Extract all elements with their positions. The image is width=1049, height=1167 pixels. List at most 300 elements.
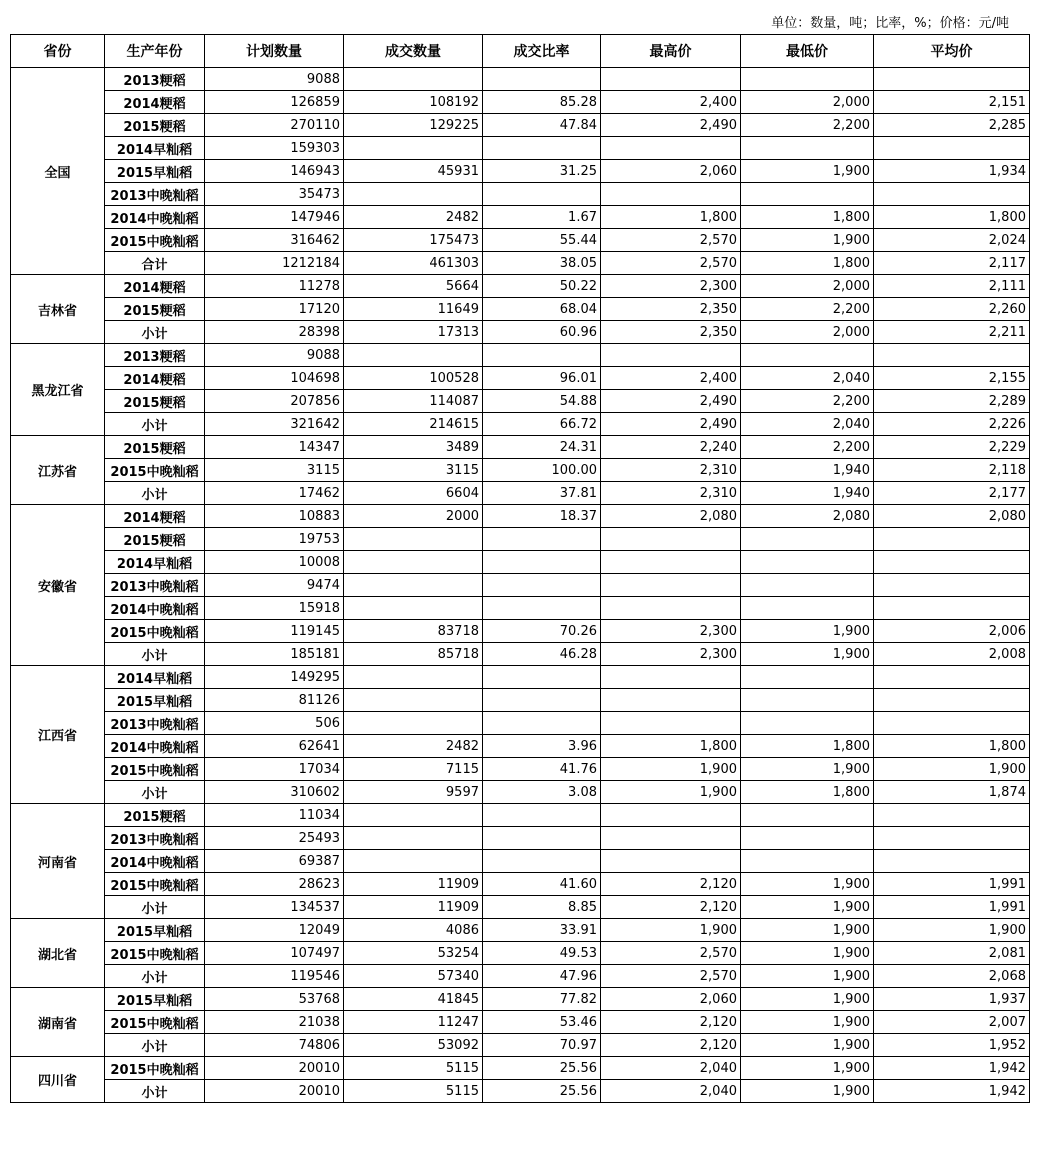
production-year-cell: 2015粳稻 bbox=[105, 528, 205, 551]
planned-quantity-cell: 25493 bbox=[205, 827, 344, 850]
lowest-price-cell bbox=[741, 666, 874, 689]
traded-quantity-cell bbox=[344, 183, 483, 206]
table-row bbox=[11, 321, 1030, 344]
lowest-price-cell: 1,900 bbox=[741, 758, 874, 781]
planned-quantity-cell: 12049 bbox=[205, 919, 344, 942]
lowest-price-cell: 1,900 bbox=[741, 942, 874, 965]
lowest-price-cell: 1,900 bbox=[741, 988, 874, 1011]
trade-ratio-cell bbox=[483, 666, 601, 689]
trade-ratio-cell: 41.60 bbox=[483, 873, 601, 896]
production-year-cell: 小计 bbox=[105, 482, 205, 505]
highest-price-cell: 2,570 bbox=[601, 229, 741, 252]
planned-quantity-cell: 17120 bbox=[205, 298, 344, 321]
highest-price-cell: 2,240 bbox=[601, 436, 741, 459]
trade-ratio-cell bbox=[483, 551, 601, 574]
production-year-cell: 2014中晚籼稻 bbox=[105, 597, 205, 620]
lowest-price-cell: 1,940 bbox=[741, 482, 874, 505]
traded-quantity-cell: 9597 bbox=[344, 781, 483, 804]
average-price-cell bbox=[874, 666, 1030, 689]
planned-quantity-cell: 134537 bbox=[205, 896, 344, 919]
highest-price-cell: 2,490 bbox=[601, 413, 741, 436]
planned-quantity-cell: 185181 bbox=[205, 643, 344, 666]
lowest-price-cell bbox=[741, 344, 874, 367]
header-row bbox=[11, 35, 1030, 68]
table-row bbox=[11, 160, 1030, 183]
highest-price-cell: 2,120 bbox=[601, 896, 741, 919]
table-row bbox=[11, 482, 1030, 505]
table-row bbox=[11, 436, 1030, 459]
table-row bbox=[11, 919, 1030, 942]
planned-quantity-cell: 310602 bbox=[205, 781, 344, 804]
average-price-cell: 2,007 bbox=[874, 1011, 1030, 1034]
highest-price-cell: 2,570 bbox=[601, 252, 741, 275]
province-cell: 四川省 bbox=[11, 1057, 105, 1103]
table-row bbox=[11, 804, 1030, 827]
traded-quantity-cell: 214615 bbox=[344, 413, 483, 436]
production-year-cell: 2015粳稻 bbox=[105, 390, 205, 413]
planned-quantity-cell: 17034 bbox=[205, 758, 344, 781]
average-price-cell bbox=[874, 551, 1030, 574]
planned-quantity-cell: 11278 bbox=[205, 275, 344, 298]
lowest-price-cell: 1,800 bbox=[741, 781, 874, 804]
table-row bbox=[11, 344, 1030, 367]
header-average-price: 平均价 bbox=[874, 35, 1030, 68]
table-row bbox=[11, 367, 1030, 390]
highest-price-cell: 1,900 bbox=[601, 781, 741, 804]
average-price-cell bbox=[874, 804, 1030, 827]
province-cell: 江西省 bbox=[11, 666, 105, 804]
table-row bbox=[11, 252, 1030, 275]
highest-price-cell: 2,060 bbox=[601, 160, 741, 183]
table-row bbox=[11, 229, 1030, 252]
lowest-price-cell: 1,900 bbox=[741, 643, 874, 666]
lowest-price-cell: 1,800 bbox=[741, 252, 874, 275]
highest-price-cell: 2,490 bbox=[601, 114, 741, 137]
province-cell: 河南省 bbox=[11, 804, 105, 919]
lowest-price-cell: 1,800 bbox=[741, 206, 874, 229]
highest-price-cell bbox=[601, 597, 741, 620]
average-price-cell: 2,229 bbox=[874, 436, 1030, 459]
average-price-cell: 2,080 bbox=[874, 505, 1030, 528]
average-price-cell bbox=[874, 68, 1030, 91]
production-year-cell: 2014早籼稻 bbox=[105, 666, 205, 689]
lowest-price-cell: 2,080 bbox=[741, 505, 874, 528]
table-row bbox=[11, 551, 1030, 574]
table-row bbox=[11, 689, 1030, 712]
traded-quantity-cell bbox=[344, 528, 483, 551]
average-price-cell: 2,285 bbox=[874, 114, 1030, 137]
traded-quantity-cell bbox=[344, 712, 483, 735]
traded-quantity-cell: 100528 bbox=[344, 367, 483, 390]
average-price-cell bbox=[874, 827, 1030, 850]
highest-price-cell: 2,300 bbox=[601, 275, 741, 298]
planned-quantity-cell: 104698 bbox=[205, 367, 344, 390]
traded-quantity-cell: 57340 bbox=[344, 965, 483, 988]
average-price-cell: 2,155 bbox=[874, 367, 1030, 390]
traded-quantity-cell: 5115 bbox=[344, 1080, 483, 1103]
production-year-cell: 小计 bbox=[105, 1034, 205, 1057]
average-price-cell bbox=[874, 183, 1030, 206]
header-province: 省份 bbox=[11, 35, 105, 68]
highest-price-cell: 2,400 bbox=[601, 91, 741, 114]
average-price-cell: 1,934 bbox=[874, 160, 1030, 183]
planned-quantity-cell: 119546 bbox=[205, 965, 344, 988]
planned-quantity-cell: 62641 bbox=[205, 735, 344, 758]
table-row bbox=[11, 68, 1030, 91]
highest-price-cell: 2,040 bbox=[601, 1080, 741, 1103]
planned-quantity-cell: 28623 bbox=[205, 873, 344, 896]
average-price-cell: 2,289 bbox=[874, 390, 1030, 413]
highest-price-cell bbox=[601, 344, 741, 367]
lowest-price-cell: 2,200 bbox=[741, 114, 874, 137]
traded-quantity-cell: 53092 bbox=[344, 1034, 483, 1057]
lowest-price-cell: 1,940 bbox=[741, 459, 874, 482]
traded-quantity-cell: 461303 bbox=[344, 252, 483, 275]
table-row bbox=[11, 137, 1030, 160]
average-price-cell: 2,177 bbox=[874, 482, 1030, 505]
highest-price-cell bbox=[601, 68, 741, 91]
average-price-cell bbox=[874, 528, 1030, 551]
highest-price-cell bbox=[601, 689, 741, 712]
table-header bbox=[11, 35, 1030, 68]
lowest-price-cell bbox=[741, 137, 874, 160]
trade-ratio-cell bbox=[483, 137, 601, 160]
planned-quantity-cell: 207856 bbox=[205, 390, 344, 413]
highest-price-cell bbox=[601, 712, 741, 735]
planned-quantity-cell: 9474 bbox=[205, 574, 344, 597]
trade-ratio-cell bbox=[483, 597, 601, 620]
highest-price-cell bbox=[601, 827, 741, 850]
trade-ratio-cell: 31.25 bbox=[483, 160, 601, 183]
planned-quantity-cell: 9088 bbox=[205, 344, 344, 367]
production-year-cell: 2014中晚籼稻 bbox=[105, 850, 205, 873]
trade-ratio-cell bbox=[483, 68, 601, 91]
traded-quantity-cell bbox=[344, 551, 483, 574]
lowest-price-cell: 1,900 bbox=[741, 1080, 874, 1103]
traded-quantity-cell: 175473 bbox=[344, 229, 483, 252]
production-year-cell: 2013中晚籼稻 bbox=[105, 183, 205, 206]
province-cell: 全国 bbox=[11, 68, 105, 275]
trade-ratio-cell bbox=[483, 344, 601, 367]
production-year-cell: 合计 bbox=[105, 252, 205, 275]
unit-note: 单位：数量，吨；比率，%；价格：元/吨 bbox=[771, 16, 1009, 31]
trade-ratio-cell: 77.82 bbox=[483, 988, 601, 1011]
production-year-cell: 2015中晚籼稻 bbox=[105, 942, 205, 965]
lowest-price-cell bbox=[741, 597, 874, 620]
traded-quantity-cell: 11909 bbox=[344, 873, 483, 896]
lowest-price-cell: 2,200 bbox=[741, 298, 874, 321]
lowest-price-cell bbox=[741, 689, 874, 712]
trade-ratio-cell: 100.00 bbox=[483, 459, 601, 482]
production-year-cell: 2015中晚籼稻 bbox=[105, 620, 205, 643]
average-price-cell bbox=[874, 712, 1030, 735]
planned-quantity-cell: 321642 bbox=[205, 413, 344, 436]
average-price-cell bbox=[874, 344, 1030, 367]
header-lowest-price: 最低价 bbox=[741, 35, 874, 68]
planned-quantity-cell: 3115 bbox=[205, 459, 344, 482]
table-row bbox=[11, 942, 1030, 965]
table-row bbox=[11, 896, 1030, 919]
lowest-price-cell: 2,000 bbox=[741, 321, 874, 344]
production-year-cell: 2014粳稻 bbox=[105, 367, 205, 390]
trade-ratio-cell: 47.84 bbox=[483, 114, 601, 137]
traded-quantity-cell: 3115 bbox=[344, 459, 483, 482]
production-year-cell: 2014早籼稻 bbox=[105, 551, 205, 574]
table-row bbox=[11, 597, 1030, 620]
average-price-cell: 1,991 bbox=[874, 873, 1030, 896]
lowest-price-cell: 2,000 bbox=[741, 91, 874, 114]
highest-price-cell: 2,350 bbox=[601, 321, 741, 344]
average-price-cell bbox=[874, 574, 1030, 597]
lowest-price-cell: 1,900 bbox=[741, 1057, 874, 1080]
average-price-cell: 2,260 bbox=[874, 298, 1030, 321]
header-production-year: 生产年份 bbox=[105, 35, 205, 68]
production-year-cell: 小计 bbox=[105, 321, 205, 344]
planned-quantity-cell: 146943 bbox=[205, 160, 344, 183]
average-price-cell: 2,006 bbox=[874, 620, 1030, 643]
lowest-price-cell bbox=[741, 804, 874, 827]
average-price-cell: 2,226 bbox=[874, 413, 1030, 436]
planned-quantity-cell: 270110 bbox=[205, 114, 344, 137]
planned-quantity-cell: 506 bbox=[205, 712, 344, 735]
highest-price-cell: 1,900 bbox=[601, 919, 741, 942]
average-price-cell: 1,900 bbox=[874, 758, 1030, 781]
average-price-cell: 2,117 bbox=[874, 252, 1030, 275]
traded-quantity-cell: 41845 bbox=[344, 988, 483, 1011]
highest-price-cell: 2,040 bbox=[601, 1057, 741, 1080]
planned-quantity-cell: 28398 bbox=[205, 321, 344, 344]
trade-ratio-cell: 66.72 bbox=[483, 413, 601, 436]
traded-quantity-cell bbox=[344, 137, 483, 160]
traded-quantity-cell: 5115 bbox=[344, 1057, 483, 1080]
header-traded-quantity: 成交数量 bbox=[344, 35, 483, 68]
average-price-cell: 1,800 bbox=[874, 206, 1030, 229]
average-price-cell: 1,937 bbox=[874, 988, 1030, 1011]
highest-price-cell: 1,800 bbox=[601, 735, 741, 758]
trade-ratio-cell: 8.85 bbox=[483, 896, 601, 919]
lowest-price-cell bbox=[741, 551, 874, 574]
trade-ratio-cell: 68.04 bbox=[483, 298, 601, 321]
trade-ratio-cell bbox=[483, 850, 601, 873]
planned-quantity-cell: 1212184 bbox=[205, 252, 344, 275]
average-price-cell: 1,942 bbox=[874, 1080, 1030, 1103]
traded-quantity-cell: 7115 bbox=[344, 758, 483, 781]
average-price-cell: 2,068 bbox=[874, 965, 1030, 988]
lowest-price-cell bbox=[741, 183, 874, 206]
trade-ratio-cell: 25.56 bbox=[483, 1057, 601, 1080]
traded-quantity-cell bbox=[344, 344, 483, 367]
production-year-cell: 小计 bbox=[105, 1080, 205, 1103]
table-row bbox=[11, 528, 1030, 551]
production-year-cell: 2015中晚籼稻 bbox=[105, 758, 205, 781]
traded-quantity-cell bbox=[344, 850, 483, 873]
traded-quantity-cell: 85718 bbox=[344, 643, 483, 666]
planned-quantity-cell: 159303 bbox=[205, 137, 344, 160]
production-year-cell: 小计 bbox=[105, 781, 205, 804]
lowest-price-cell bbox=[741, 68, 874, 91]
table-row bbox=[11, 206, 1030, 229]
lowest-price-cell bbox=[741, 850, 874, 873]
auction-results-table bbox=[10, 34, 1030, 1103]
average-price-cell bbox=[874, 689, 1030, 712]
highest-price-cell: 2,300 bbox=[601, 620, 741, 643]
trade-ratio-cell: 25.56 bbox=[483, 1080, 601, 1103]
traded-quantity-cell: 4086 bbox=[344, 919, 483, 942]
average-price-cell bbox=[874, 850, 1030, 873]
production-year-cell: 2014中晚籼稻 bbox=[105, 206, 205, 229]
planned-quantity-cell: 15918 bbox=[205, 597, 344, 620]
planned-quantity-cell: 14347 bbox=[205, 436, 344, 459]
production-year-cell: 2013粳稻 bbox=[105, 344, 205, 367]
planned-quantity-cell: 20010 bbox=[205, 1057, 344, 1080]
average-price-cell: 2,211 bbox=[874, 321, 1030, 344]
production-year-cell: 2015粳稻 bbox=[105, 436, 205, 459]
production-year-cell: 2015中晚籼稻 bbox=[105, 873, 205, 896]
table-row bbox=[11, 758, 1030, 781]
planned-quantity-cell: 20010 bbox=[205, 1080, 344, 1103]
average-price-cell: 1,800 bbox=[874, 735, 1030, 758]
planned-quantity-cell: 147946 bbox=[205, 206, 344, 229]
production-year-cell: 2015早籼稻 bbox=[105, 689, 205, 712]
traded-quantity-cell: 53254 bbox=[344, 942, 483, 965]
table-row bbox=[11, 1011, 1030, 1034]
trade-ratio-cell bbox=[483, 827, 601, 850]
table-row bbox=[11, 666, 1030, 689]
production-year-cell: 2015中晚籼稻 bbox=[105, 1011, 205, 1034]
highest-price-cell: 1,800 bbox=[601, 206, 741, 229]
table-row bbox=[11, 574, 1030, 597]
production-year-cell: 2014中晚籼稻 bbox=[105, 735, 205, 758]
average-price-cell bbox=[874, 597, 1030, 620]
traded-quantity-cell: 11649 bbox=[344, 298, 483, 321]
lowest-price-cell: 1,900 bbox=[741, 1034, 874, 1057]
planned-quantity-cell: 11034 bbox=[205, 804, 344, 827]
highest-price-cell: 2,120 bbox=[601, 1011, 741, 1034]
average-price-cell: 1,874 bbox=[874, 781, 1030, 804]
table-row bbox=[11, 114, 1030, 137]
traded-quantity-cell bbox=[344, 574, 483, 597]
trade-ratio-cell: 70.26 bbox=[483, 620, 601, 643]
trade-ratio-cell: 55.44 bbox=[483, 229, 601, 252]
trade-ratio-cell: 1.67 bbox=[483, 206, 601, 229]
traded-quantity-cell bbox=[344, 68, 483, 91]
table-row bbox=[11, 620, 1030, 643]
highest-price-cell bbox=[601, 137, 741, 160]
table-row bbox=[11, 850, 1030, 873]
average-price-cell: 2,151 bbox=[874, 91, 1030, 114]
traded-quantity-cell: 6604 bbox=[344, 482, 483, 505]
trade-ratio-cell: 41.76 bbox=[483, 758, 601, 781]
table-row bbox=[11, 735, 1030, 758]
table-row bbox=[11, 643, 1030, 666]
trade-ratio-cell: 60.96 bbox=[483, 321, 601, 344]
traded-quantity-cell: 114087 bbox=[344, 390, 483, 413]
table-row bbox=[11, 1057, 1030, 1080]
production-year-cell: 2015早籼稻 bbox=[105, 988, 205, 1011]
table-row bbox=[11, 781, 1030, 804]
traded-quantity-cell: 129225 bbox=[344, 114, 483, 137]
highest-price-cell: 2,310 bbox=[601, 482, 741, 505]
province-cell: 江苏省 bbox=[11, 436, 105, 505]
production-year-cell: 小计 bbox=[105, 965, 205, 988]
average-price-cell bbox=[874, 137, 1030, 160]
trade-ratio-cell bbox=[483, 689, 601, 712]
traded-quantity-cell: 5664 bbox=[344, 275, 483, 298]
table-row bbox=[11, 183, 1030, 206]
planned-quantity-cell: 10008 bbox=[205, 551, 344, 574]
traded-quantity-cell: 2482 bbox=[344, 206, 483, 229]
highest-price-cell bbox=[601, 666, 741, 689]
highest-price-cell bbox=[601, 850, 741, 873]
highest-price-cell bbox=[601, 183, 741, 206]
table-row bbox=[11, 965, 1030, 988]
planned-quantity-cell: 21038 bbox=[205, 1011, 344, 1034]
lowest-price-cell bbox=[741, 712, 874, 735]
trade-ratio-cell: 18.37 bbox=[483, 505, 601, 528]
production-year-cell: 2015粳稻 bbox=[105, 804, 205, 827]
traded-quantity-cell: 11909 bbox=[344, 896, 483, 919]
production-year-cell: 2013粳稻 bbox=[105, 68, 205, 91]
production-year-cell: 2013中晚籼稻 bbox=[105, 712, 205, 735]
traded-quantity-cell bbox=[344, 827, 483, 850]
lowest-price-cell: 1,900 bbox=[741, 229, 874, 252]
production-year-cell: 2013中晚籼稻 bbox=[105, 574, 205, 597]
production-year-cell: 2014早籼稻 bbox=[105, 137, 205, 160]
traded-quantity-cell: 17313 bbox=[344, 321, 483, 344]
trade-ratio-cell bbox=[483, 528, 601, 551]
highest-price-cell: 2,300 bbox=[601, 643, 741, 666]
production-year-cell: 2014粳稻 bbox=[105, 91, 205, 114]
trade-ratio-cell: 24.31 bbox=[483, 436, 601, 459]
trade-ratio-cell bbox=[483, 712, 601, 735]
table-row bbox=[11, 827, 1030, 850]
province-cell: 湖北省 bbox=[11, 919, 105, 988]
lowest-price-cell: 1,900 bbox=[741, 160, 874, 183]
production-year-cell: 小计 bbox=[105, 413, 205, 436]
trade-ratio-cell: 3.08 bbox=[483, 781, 601, 804]
lowest-price-cell bbox=[741, 827, 874, 850]
lowest-price-cell: 2,000 bbox=[741, 275, 874, 298]
planned-quantity-cell: 316462 bbox=[205, 229, 344, 252]
trade-ratio-cell: 33.91 bbox=[483, 919, 601, 942]
highest-price-cell bbox=[601, 528, 741, 551]
lowest-price-cell: 2,200 bbox=[741, 390, 874, 413]
table-row bbox=[11, 275, 1030, 298]
trade-ratio-cell: 70.97 bbox=[483, 1034, 601, 1057]
highest-price-cell: 2,120 bbox=[601, 1034, 741, 1057]
province-cell: 湖南省 bbox=[11, 988, 105, 1057]
planned-quantity-cell: 149295 bbox=[205, 666, 344, 689]
traded-quantity-cell: 11247 bbox=[344, 1011, 483, 1034]
planned-quantity-cell: 69387 bbox=[205, 850, 344, 873]
traded-quantity-cell: 108192 bbox=[344, 91, 483, 114]
production-year-cell: 2014粳稻 bbox=[105, 505, 205, 528]
planned-quantity-cell: 9088 bbox=[205, 68, 344, 91]
traded-quantity-cell: 2000 bbox=[344, 505, 483, 528]
average-price-cell: 1,942 bbox=[874, 1057, 1030, 1080]
table-row bbox=[11, 505, 1030, 528]
highest-price-cell bbox=[601, 574, 741, 597]
table-body bbox=[11, 68, 1030, 1103]
highest-price-cell: 2,400 bbox=[601, 367, 741, 390]
table-row bbox=[11, 873, 1030, 896]
lowest-price-cell bbox=[741, 528, 874, 551]
planned-quantity-cell: 53768 bbox=[205, 988, 344, 1011]
trade-ratio-cell: 50.22 bbox=[483, 275, 601, 298]
header-trade-ratio: 成交比率 bbox=[483, 35, 601, 68]
trade-ratio-cell bbox=[483, 574, 601, 597]
planned-quantity-cell: 81126 bbox=[205, 689, 344, 712]
